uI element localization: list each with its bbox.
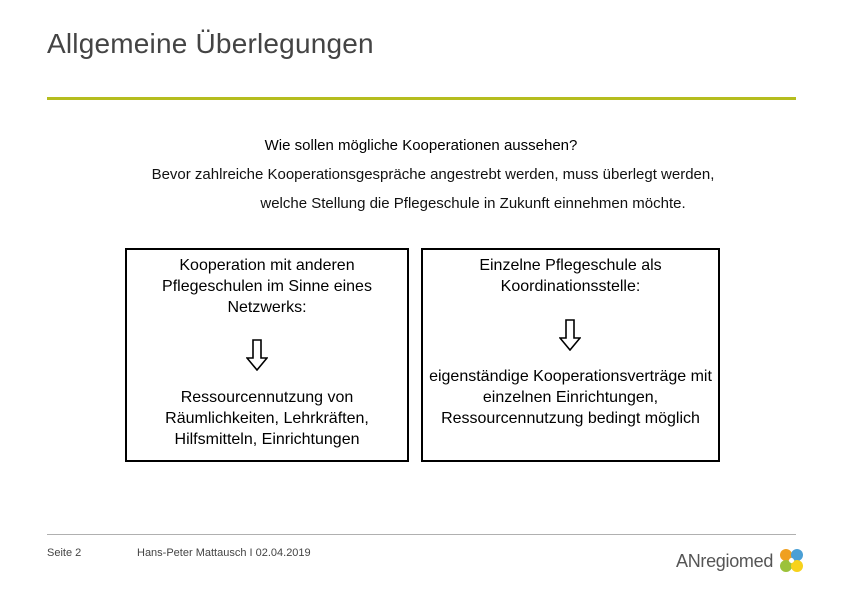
title-divider — [47, 97, 796, 100]
down-arrow-icon — [246, 339, 268, 371]
footer-divider — [47, 534, 796, 535]
footer-author-date: Hans-Peter Mattausch I 02.04.2019 — [137, 547, 311, 559]
question-heading: Wie sollen mögliche Kooperationen aussehen? — [264, 137, 578, 154]
coordination-box — [421, 248, 720, 462]
down-arrow-icon — [559, 319, 581, 351]
network-cooperation-heading: Kooperation mit anderen Pflegeschulen im Sinne eines Netzwerks: — [162, 257, 372, 316]
intro-line-1: Bevor zahlreiche Kooperationsgespräche angestrebt werden, muss überlegt werden, — [151, 166, 715, 183]
logo-wordmark: ANregiomed — [676, 550, 774, 571]
anregiomed-logo — [676, 547, 808, 575]
page-number: Seite 2 — [47, 547, 82, 559]
intro-line-2: welche Stellung die Pflegeschule in Zukunft einnehmen möchte. — [260, 195, 686, 212]
coordination-heading: Einzelne Pflegeschule als Koordinationsstelle: — [479, 257, 662, 295]
clover-logo-icon — [776, 547, 808, 575]
network-cooperation-box — [125, 248, 409, 462]
coordination-result: eigenständige Kooperationsverträge mit einzelnen Einrichtungen, Ressourcennutzung bedingt möglich — [429, 368, 712, 427]
network-cooperation-result: Ressourcennutzung von Räumlichkeiten, Lehrkräften, Hilfsmitteln, Einrichtungen — [165, 389, 369, 448]
slide-title: Allgemeine Überlegungen — [47, 28, 374, 59]
